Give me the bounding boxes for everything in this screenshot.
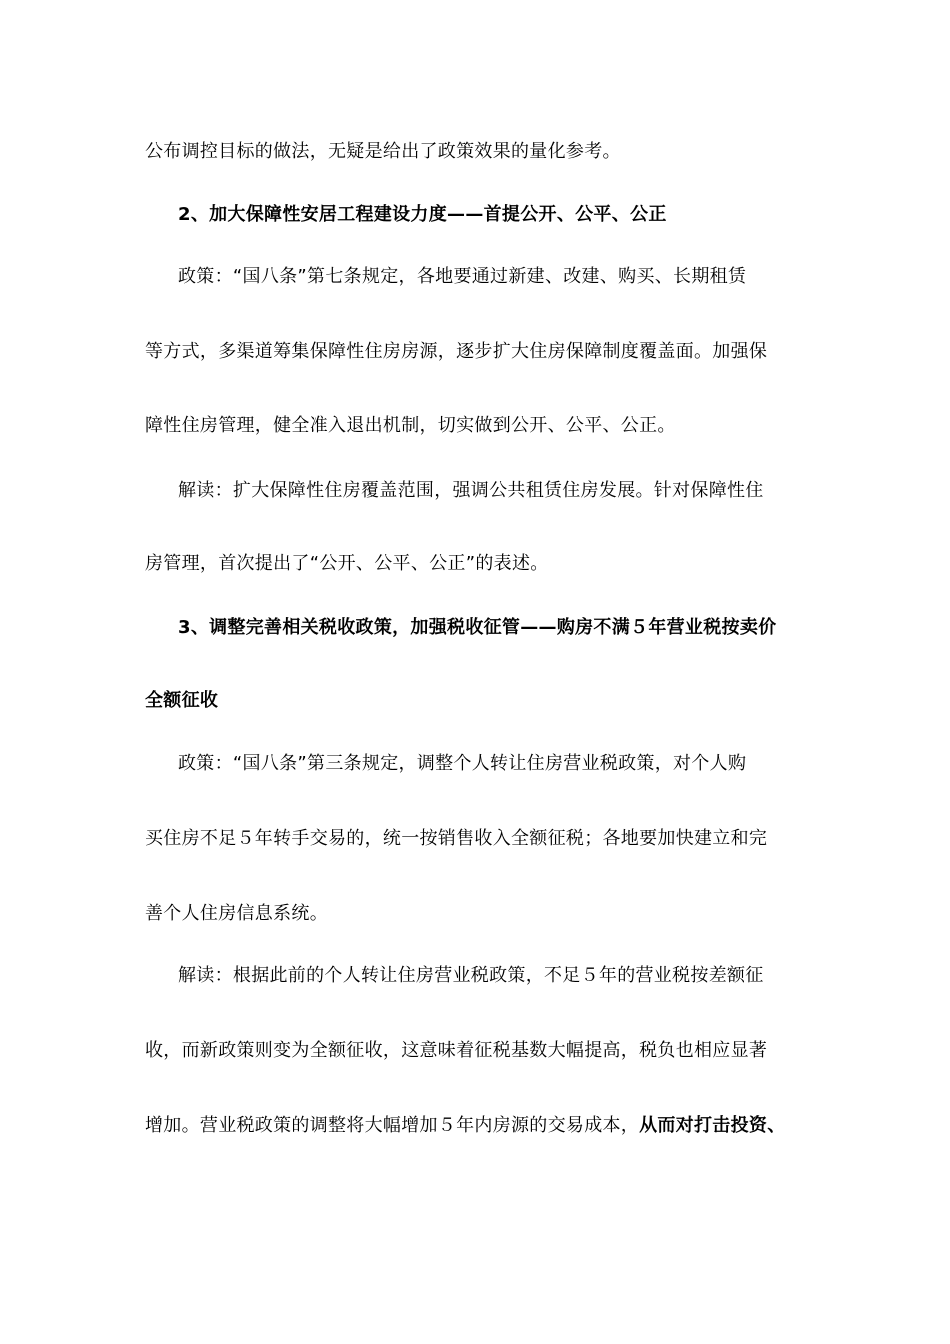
paragraph-line: 等方式，多渠道筹集保障性住房房源，逐步扩大住房保障制度覆盖面。加强保	[145, 341, 768, 362]
paragraph-line: 政策：“国八条”第三条规定，调整个人转让住房营业税政策，对个人购	[178, 753, 747, 774]
paragraph-text: 增加。营业税政策的调整将大幅增加５年内房源的交易成本，	[145, 1115, 640, 1136]
bold-emphasis: 从而对打击投资、	[639, 1115, 786, 1136]
paragraph-line-mixed	[145, 1114, 786, 1138]
section-heading-continued: 全额征收	[145, 690, 219, 711]
section-heading: 2、加大保障性安居工程建设力度——首提公开、公平、公正	[178, 204, 667, 225]
paragraph-line: 解读：扩大保障性住房覆盖范围，强调公共租赁住房发展。针对保障性住	[178, 480, 764, 501]
paragraph-line: 障性住房管理，健全准入退出机制，切实做到公开、公平、公正。	[145, 415, 676, 436]
paragraph-line: 买住房不足５年转手交易的，统一按销售收入全额征税；各地要加快建立和完	[145, 828, 768, 849]
paragraph-line: 解读：根据此前的个人转让住房营业税政策，不足５年的营业税按差额征	[178, 965, 764, 986]
paragraph-line: 善个人住房信息系统。	[145, 903, 328, 924]
paragraph-line: 收，而新政策则变为全额征收，这意味着征税基数大幅提高，税负也相应显著	[145, 1040, 768, 1061]
paragraph-line: 公布调控目标的做法，无疑是给出了政策效果的量化参考。	[145, 141, 621, 162]
section-heading: 3、调整完善相关税收政策，加强税收征管——购房不满５年营业税按卖价	[178, 617, 777, 638]
paragraph-line: 房管理，首次提出了“公开、公平、公正”的表述。	[145, 553, 549, 574]
paragraph-line: 政策：“国八条”第七条规定，各地要通过新建、改建、购买、长期租赁	[178, 266, 747, 287]
